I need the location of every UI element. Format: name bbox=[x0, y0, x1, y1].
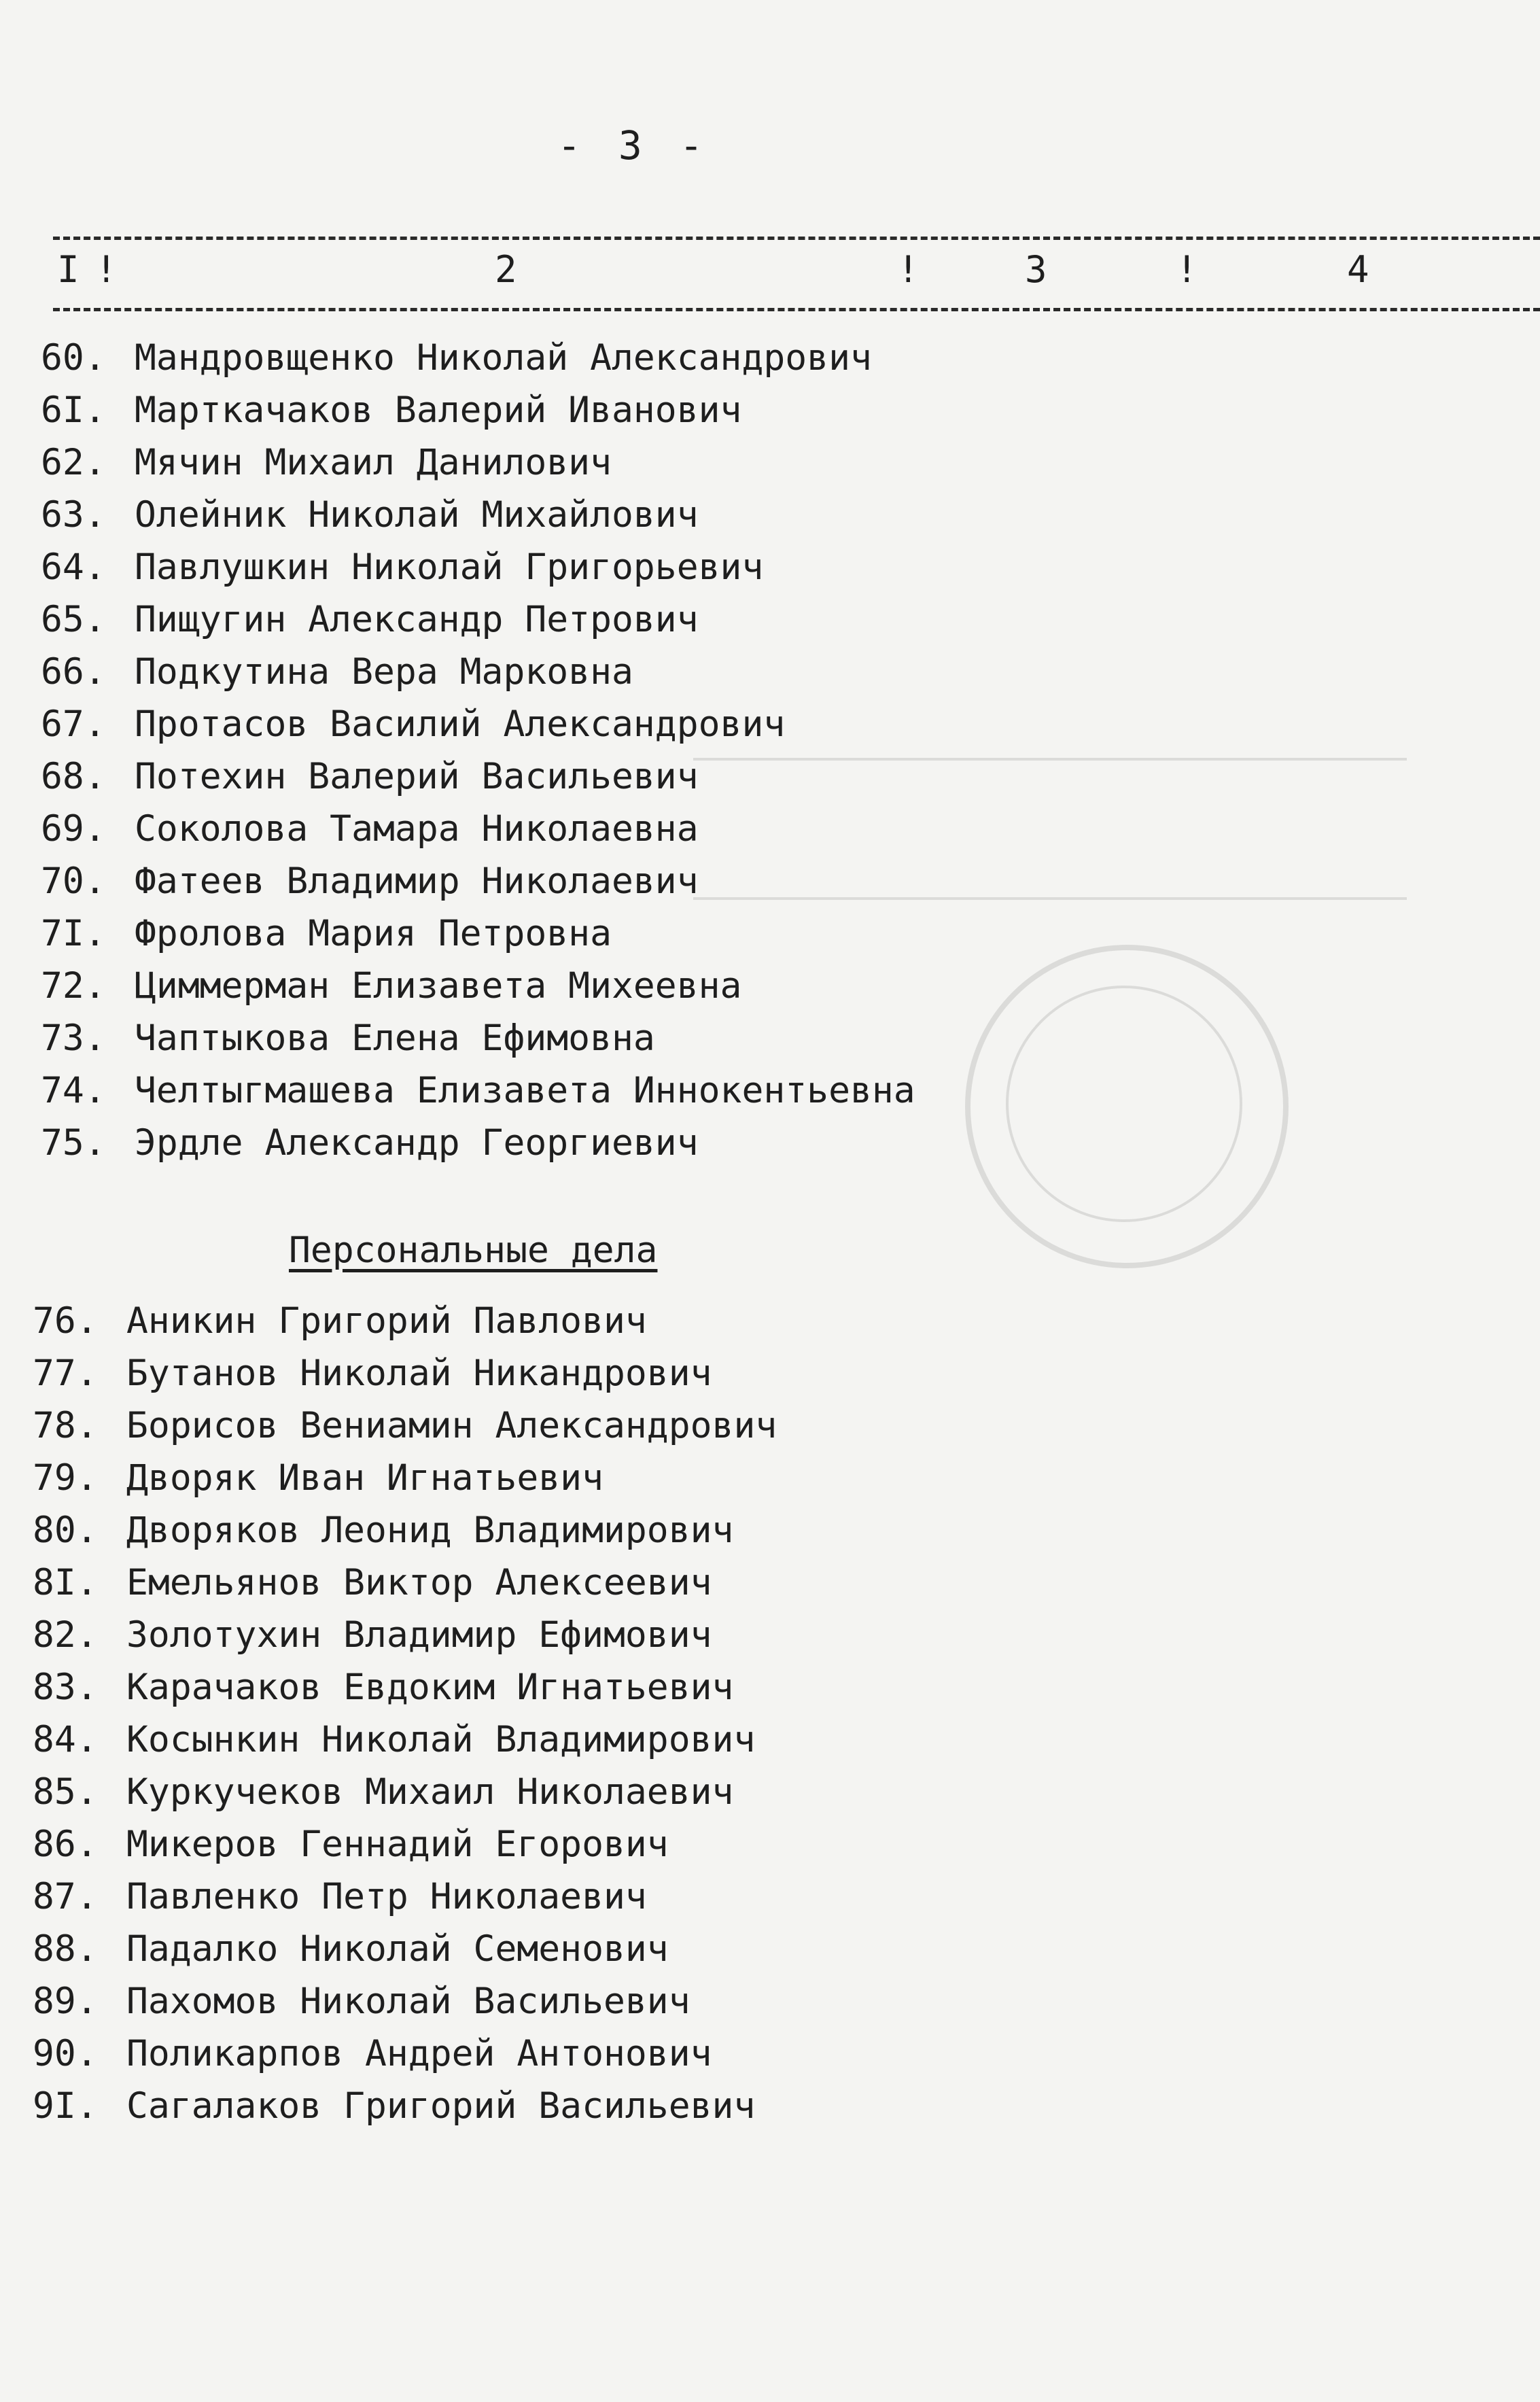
entry-number: 6I. bbox=[41, 389, 106, 431]
entry-number: 66. bbox=[41, 651, 106, 693]
entry-number: 67. bbox=[41, 703, 106, 745]
entry-name: Микеров Геннадий Егорович bbox=[126, 1824, 669, 1865]
entry-name: Фролова Мария Петровна bbox=[135, 913, 612, 954]
entry-name: Павлушкин Николай Григорьевич bbox=[135, 546, 764, 588]
entry-name: Пищугин Александр Петрович bbox=[135, 599, 699, 640]
bleed-through-stamp-inner bbox=[1006, 986, 1242, 1222]
entry-name: Павленко Петр Николаевич bbox=[126, 1876, 647, 1917]
entry-number: 87. bbox=[33, 1876, 98, 1917]
list-item bbox=[41, 1117, 915, 1169]
entry-name: Челтыгмашева Елизавета Иннокентьевна bbox=[135, 1070, 915, 1111]
header-separator: ! bbox=[1176, 248, 1198, 291]
list-item bbox=[41, 436, 915, 489]
entry-name: Марткачаков Валерий Иванович bbox=[135, 389, 742, 431]
entry-number: 88. bbox=[33, 1928, 98, 1970]
entry-number: 85. bbox=[33, 1771, 98, 1813]
entry-number: 74. bbox=[41, 1070, 106, 1111]
list-item bbox=[41, 855, 915, 907]
entries-personal-list bbox=[33, 1295, 777, 2132]
entry-name: Карачаков Евдоким Игнатьевич bbox=[126, 1667, 734, 1708]
list-item bbox=[41, 489, 915, 541]
entry-name: Пахомов Николай Васильевич bbox=[126, 1981, 690, 2022]
entry-name: Дворяков Леонид Владимирович bbox=[126, 1510, 734, 1551]
list-item bbox=[41, 384, 915, 436]
list-item bbox=[33, 1452, 777, 1504]
list-item bbox=[33, 2027, 777, 2080]
list-item bbox=[33, 1661, 777, 1713]
entry-name: Циммерман Елизавета Михеевна bbox=[135, 965, 742, 1007]
list-item bbox=[41, 646, 915, 698]
entry-number: 80. bbox=[33, 1510, 98, 1551]
entry-number: 77. bbox=[33, 1353, 98, 1394]
entry-number: 84. bbox=[33, 1719, 98, 1760]
entry-name: Соколова Тамара Николаевна bbox=[135, 808, 699, 850]
list-item bbox=[33, 1295, 777, 1347]
table-header-bottom-rule bbox=[53, 308, 1540, 311]
list-item bbox=[41, 541, 915, 593]
list-item bbox=[33, 1556, 777, 1609]
entry-name: Мячин Михаил Данилович bbox=[135, 442, 612, 483]
list-item bbox=[33, 1923, 777, 1975]
section-heading: Персональные дела bbox=[289, 1230, 658, 1271]
header-col-4: 4 bbox=[1347, 248, 1369, 291]
entry-name: Куркучеков Михаил Николаевич bbox=[126, 1771, 734, 1813]
entry-number: 78. bbox=[33, 1405, 98, 1446]
header-separator: ! bbox=[95, 248, 118, 291]
entry-number: 82. bbox=[33, 1614, 98, 1656]
list-item bbox=[41, 698, 915, 750]
table-header bbox=[0, 248, 1540, 296]
entry-name: Дворяк Иван Игнатьевич bbox=[126, 1457, 603, 1499]
list-item bbox=[33, 1818, 777, 1870]
entry-number: 83. bbox=[33, 1667, 98, 1708]
list-item bbox=[41, 332, 915, 384]
list-item bbox=[33, 1713, 777, 1766]
entry-name: Эрдле Александр Георгиевич bbox=[135, 1122, 699, 1164]
entry-number: 72. bbox=[41, 965, 106, 1007]
list-item bbox=[33, 1399, 777, 1452]
entries-main-list bbox=[41, 332, 915, 1169]
list-item bbox=[33, 1347, 777, 1399]
entry-name: Олейник Николай Михайлович bbox=[135, 494, 699, 536]
entry-name: Протасов Василий Александрович bbox=[135, 703, 786, 745]
entry-number: 9I. bbox=[33, 2085, 98, 2127]
list-item bbox=[41, 803, 915, 855]
entry-name: Падалко Николай Семенович bbox=[126, 1928, 669, 1970]
header-separator: ! bbox=[897, 248, 920, 291]
entry-name: Потехин Валерий Васильевич bbox=[135, 756, 699, 797]
entry-name: Борисов Вениамин Александрович bbox=[126, 1405, 777, 1446]
entry-name: Косынкин Николай Владимирович bbox=[126, 1719, 756, 1760]
list-item bbox=[41, 907, 915, 960]
entry-number: 63. bbox=[41, 494, 106, 536]
entry-number: 8I. bbox=[33, 1562, 98, 1603]
entry-name: Поликарпов Андрей Антонович bbox=[126, 2033, 712, 2074]
list-item bbox=[33, 1870, 777, 1923]
entry-number: 70. bbox=[41, 860, 106, 902]
bleed-through-stamp bbox=[965, 945, 1289, 1268]
header-col-2: 2 bbox=[495, 248, 517, 291]
entry-name: Мандровщенко Николай Александрович bbox=[135, 337, 872, 379]
entry-number: 75. bbox=[41, 1122, 106, 1164]
list-item bbox=[41, 593, 915, 646]
entry-number: 76. bbox=[33, 1300, 98, 1342]
entry-number: 7I. bbox=[41, 913, 106, 954]
entry-name: Фатеев Владимир Николаевич bbox=[135, 860, 699, 902]
entry-number: 64. bbox=[41, 546, 106, 588]
entry-number: 90. bbox=[33, 2033, 98, 2074]
entry-number: 62. bbox=[41, 442, 106, 483]
entry-number: 60. bbox=[41, 337, 106, 379]
entry-name: Золотухин Владимир Ефимович bbox=[126, 1614, 712, 1656]
list-item bbox=[33, 1504, 777, 1556]
list-item bbox=[41, 1064, 915, 1117]
entry-number: 69. bbox=[41, 808, 106, 850]
list-item bbox=[33, 1975, 777, 2027]
entry-number: 89. bbox=[33, 1981, 98, 2022]
list-item bbox=[41, 960, 915, 1012]
list-item bbox=[33, 1609, 777, 1661]
entry-number: 79. bbox=[33, 1457, 98, 1499]
entry-name: Аникин Григорий Павлович bbox=[126, 1300, 647, 1342]
list-item bbox=[33, 2080, 777, 2132]
header-col-1: I bbox=[57, 248, 80, 291]
page-number: - 3 - bbox=[557, 122, 710, 169]
entry-name: Сагалаков Григорий Васильевич bbox=[126, 2085, 756, 2127]
entry-number: 65. bbox=[41, 599, 106, 640]
table-header-top-rule bbox=[53, 237, 1540, 240]
entry-number: 86. bbox=[33, 1824, 98, 1865]
entry-number: 68. bbox=[41, 756, 106, 797]
entry-name: Подкутина Вера Марковна bbox=[135, 651, 633, 693]
list-item bbox=[41, 1012, 915, 1064]
header-col-3: 3 bbox=[1025, 248, 1047, 291]
list-item bbox=[41, 750, 915, 803]
entry-name: Бутанов Николай Никандрович bbox=[126, 1353, 712, 1394]
entry-name: Чаптыкова Елена Ефимовна bbox=[135, 1017, 655, 1059]
list-item bbox=[33, 1766, 777, 1818]
entry-number: 73. bbox=[41, 1017, 106, 1059]
entry-name: Емельянов Виктор Алексеевич bbox=[126, 1562, 712, 1603]
